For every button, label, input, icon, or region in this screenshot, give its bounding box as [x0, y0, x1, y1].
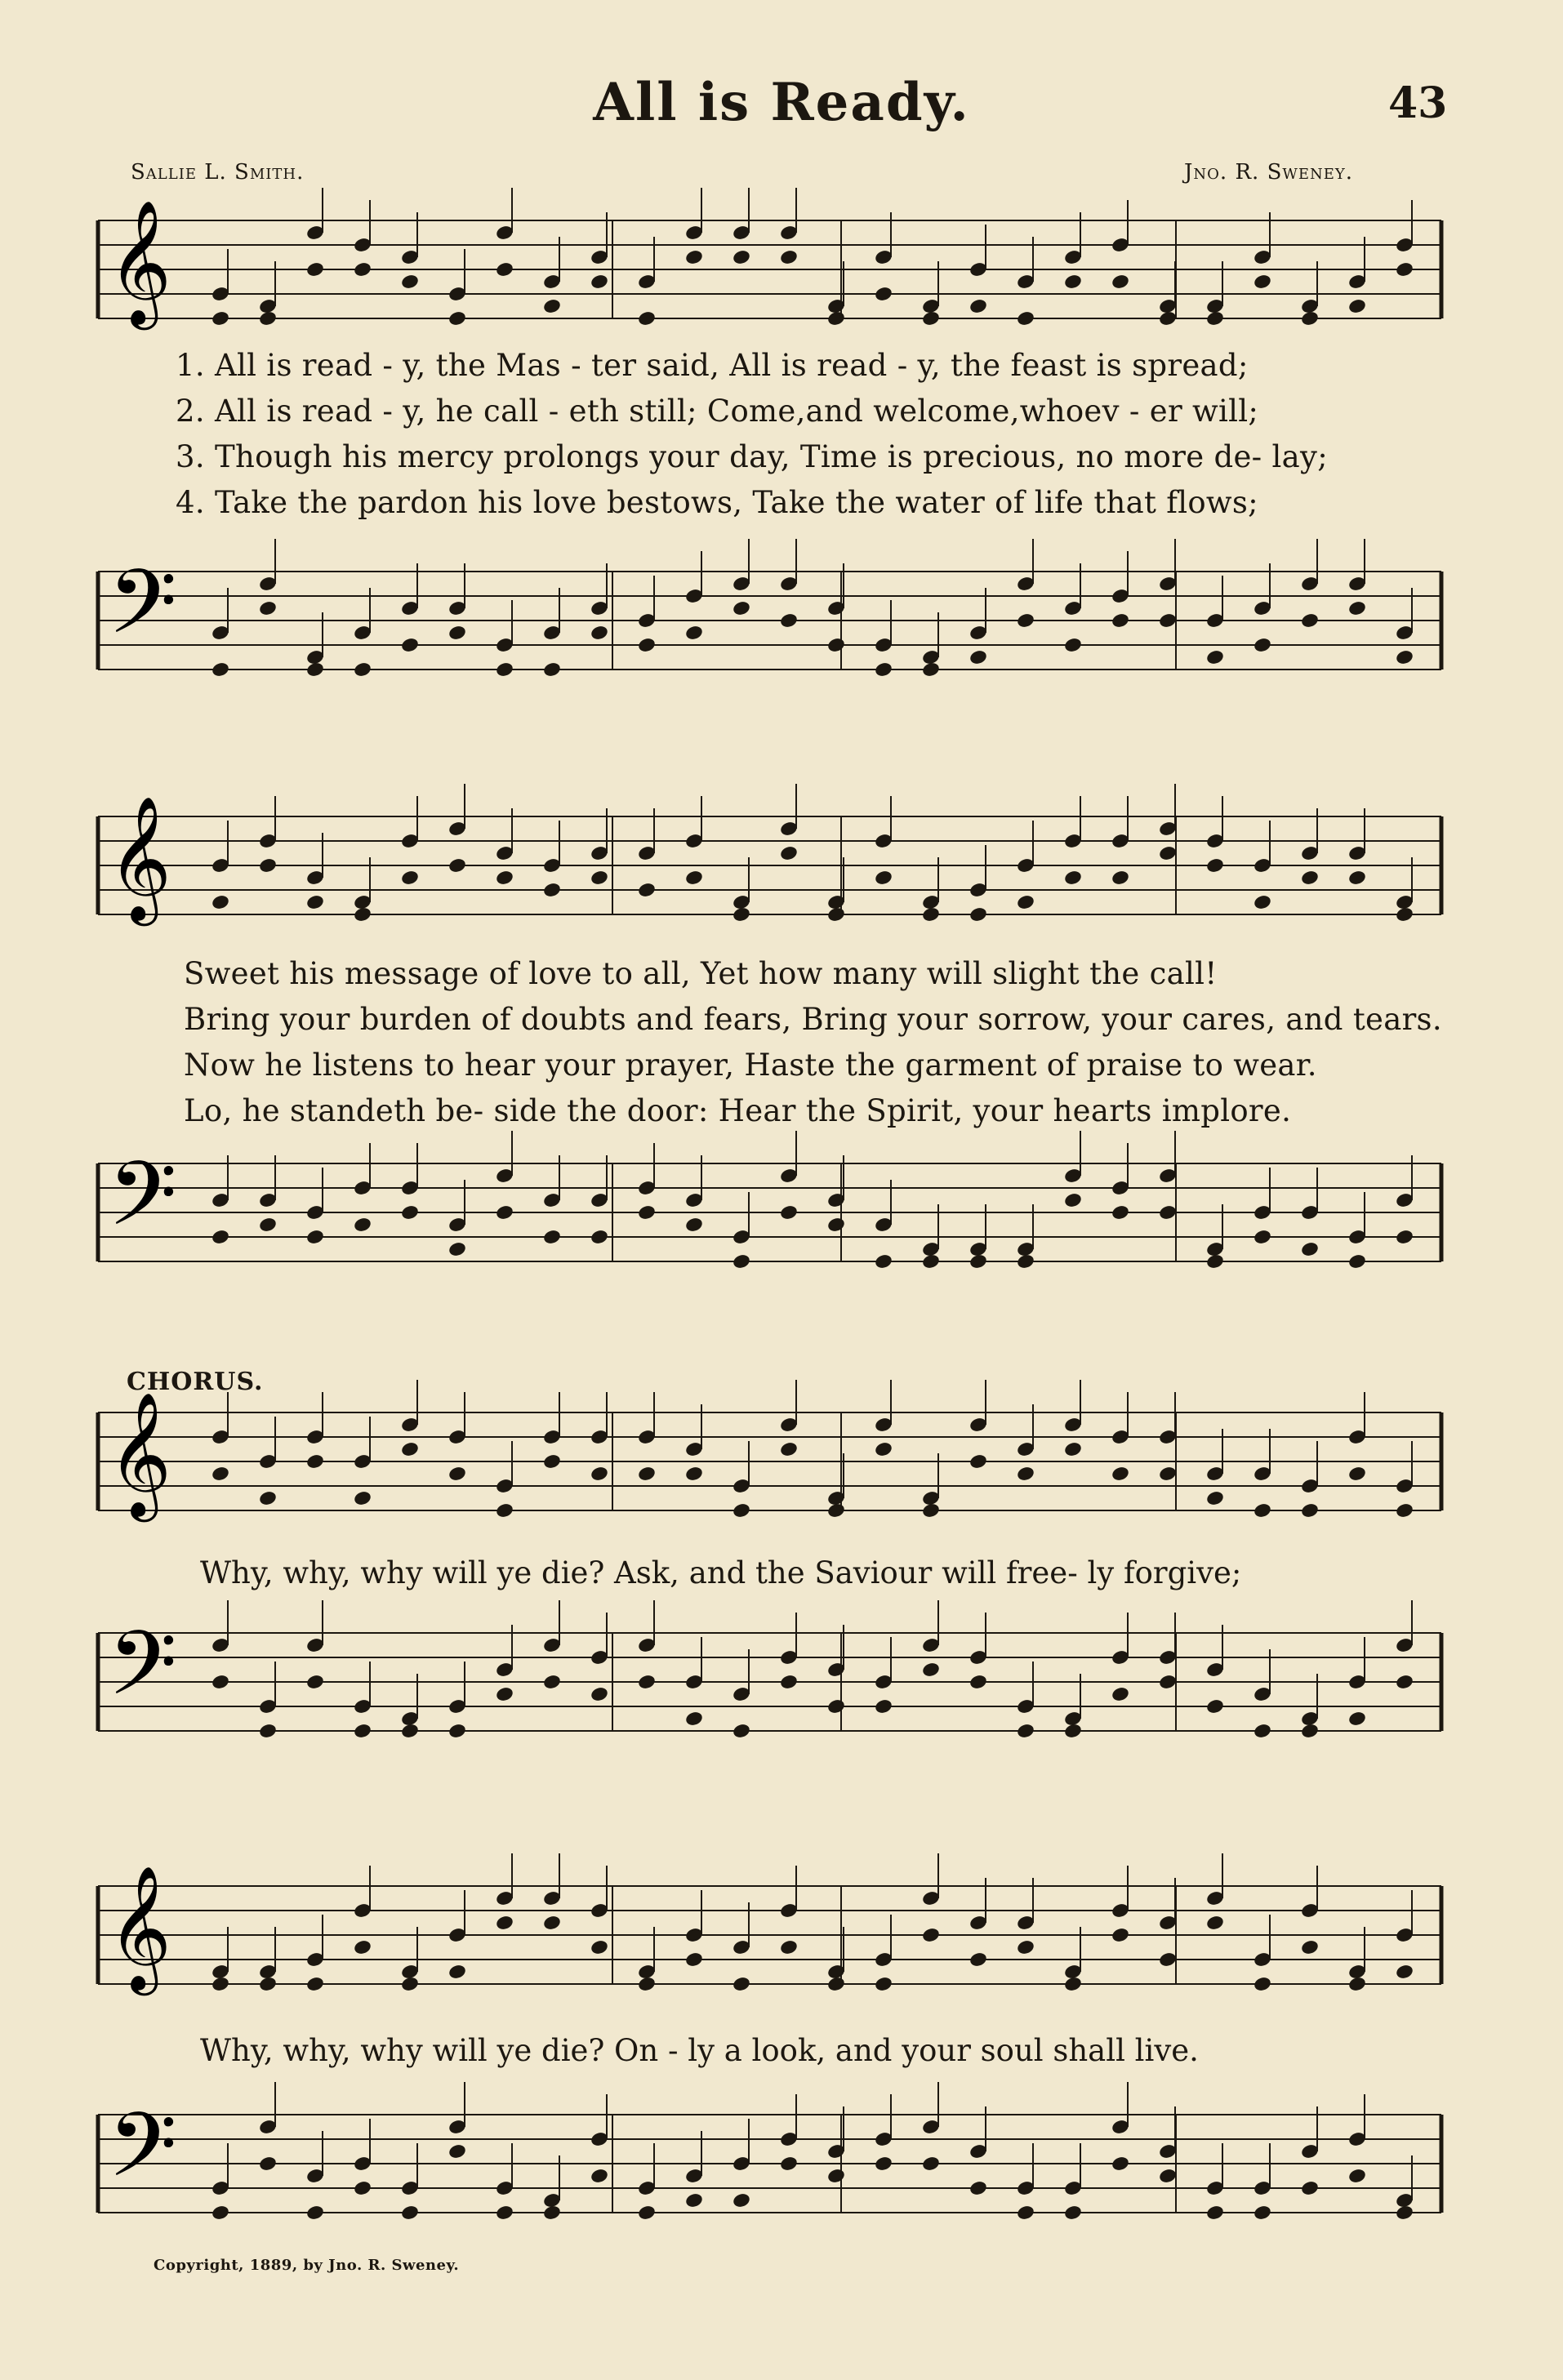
note-head — [1300, 1723, 1320, 1740]
note-head — [495, 1204, 514, 1221]
notes — [211, 1131, 1414, 1270]
note-head — [1158, 2168, 1178, 2185]
note-head — [1205, 1698, 1225, 1715]
note-head — [590, 1229, 609, 1246]
note-head — [1300, 2180, 1320, 2197]
lyricist-credit: Sallie L. Smith. — [131, 160, 305, 185]
note-head — [637, 637, 657, 654]
note-head — [1395, 649, 1414, 666]
note-head — [590, 625, 609, 642]
note-head — [1205, 1253, 1225, 1270]
note-head — [1395, 2204, 1414, 2222]
note-head — [921, 2155, 941, 2173]
note-head — [1063, 2204, 1083, 2222]
note-head — [684, 1710, 704, 1728]
note-head — [874, 1698, 893, 1715]
note-head — [1253, 637, 1272, 654]
note-head — [732, 1253, 751, 1270]
staff-lines — [98, 2115, 1441, 2213]
note-head — [1205, 2204, 1225, 2222]
note-head — [732, 1723, 751, 1740]
note-head — [732, 600, 751, 617]
note-head — [684, 625, 704, 642]
note-head — [1016, 612, 1035, 629]
note-head — [542, 1674, 562, 1691]
note-head — [1111, 1686, 1130, 1703]
note-head — [305, 661, 325, 678]
note-head — [211, 1674, 230, 1691]
verse-1-line-a: 1. All is read - y, the Mas - ter said, All is read - y, the feast is spread; — [176, 348, 1249, 383]
clef-icon: 𝄢 — [108, 1612, 177, 1737]
note-head — [590, 1686, 609, 1703]
note-head — [1111, 2155, 1130, 2173]
note-head — [542, 661, 562, 678]
staff-lines — [98, 1163, 1441, 1261]
note-head — [779, 1674, 799, 1691]
note-head — [1253, 1229, 1272, 1246]
clef-icon: 𝄢 — [108, 550, 177, 676]
chorus-line-2: Why, why, why will ye die? On - ly a look, and your soul shall live. — [200, 2033, 1199, 2068]
note-head — [1347, 600, 1367, 617]
note-head — [258, 600, 278, 617]
note-head — [1347, 1710, 1367, 1728]
note-head — [1063, 1723, 1083, 1740]
note-head — [969, 1674, 988, 1691]
note-head — [1395, 1229, 1414, 1246]
note-head — [542, 1229, 562, 1246]
staff-lines — [98, 572, 1441, 670]
note-head — [353, 661, 372, 678]
note-head — [637, 2204, 657, 2222]
note-head — [779, 2155, 799, 2173]
bass-staff-1 — [90, 220, 1449, 710]
note-head — [637, 1204, 657, 1221]
note-head — [921, 661, 941, 678]
notes — [211, 539, 1414, 678]
note-head — [874, 2155, 893, 2173]
verse-3-line-b: Now he listens to hear your prayer, Haste the garment of praise to wear. — [184, 1048, 1317, 1083]
note-head — [969, 649, 988, 666]
note-head — [211, 661, 230, 678]
note-head — [969, 1253, 988, 1270]
note-head — [874, 661, 893, 678]
note-head — [400, 1723, 420, 1740]
notes — [211, 2082, 1414, 2221]
note-head — [684, 2192, 704, 2209]
note-head — [448, 1241, 467, 1258]
clef-icon: 𝄞 — [108, 1391, 172, 1517]
note-head — [305, 1674, 325, 1691]
clef-icon: 𝄞 — [108, 795, 172, 921]
note-head — [400, 2204, 420, 2222]
note-head — [1016, 1253, 1035, 1270]
chorus-label: CHORUS. — [127, 1368, 264, 1396]
verse-3-line-a: 3. Though his mercy prolongs your day, Time is precious, no more de- lay; — [176, 439, 1329, 474]
verse-2-line-a: 2. All is read - y, he call - eth still; Come,and welcome,whoev - er will; — [176, 394, 1259, 429]
note-head — [826, 637, 846, 654]
note-head — [874, 1253, 893, 1270]
note-head — [400, 637, 420, 654]
note-head — [921, 1662, 941, 1679]
note-head — [590, 2168, 609, 2185]
note-head — [495, 2204, 514, 2222]
note-head — [1111, 1204, 1130, 1221]
note-head — [921, 1253, 941, 1270]
note-head — [1158, 1674, 1178, 1691]
bass-staff-2 — [90, 816, 1449, 1306]
copyright-notice: Copyright, 1889, by Jno. R. Sweney. — [154, 2257, 460, 2274]
verse-1-line-b: Sweet his message of love to all, Yet how many will slight the call! — [184, 956, 1218, 991]
note-head — [1253, 1723, 1272, 1740]
note-head — [353, 1723, 372, 1740]
note-head — [1300, 1241, 1320, 1258]
note-head — [305, 2204, 325, 2222]
note-head — [684, 1217, 704, 1234]
note-head — [1300, 612, 1320, 629]
note-head — [1205, 649, 1225, 666]
note-head — [779, 612, 799, 629]
note-head — [969, 2180, 988, 2197]
note-head — [1016, 2204, 1035, 2222]
note-head — [826, 1217, 846, 1234]
note-head — [1347, 1253, 1367, 1270]
note-head — [258, 1723, 278, 1740]
note-head — [353, 2180, 372, 2197]
note-head — [448, 1723, 467, 1740]
note-head — [779, 1204, 799, 1221]
note-head — [495, 1686, 514, 1703]
clef-icon: 𝄢 — [108, 1142, 177, 1268]
note-head — [211, 2204, 230, 2222]
verse-4-line-a: 4. Take the pardon his love bestows, Take the water of life that flows; — [176, 485, 1258, 520]
clef-icon: 𝄞 — [108, 199, 172, 325]
composer-credit: Jno. R. Sweney. — [1184, 160, 1354, 185]
note-head — [1395, 1674, 1414, 1691]
note-head — [211, 1229, 230, 1246]
note-head — [1347, 2168, 1367, 2185]
staff-lines — [98, 1633, 1441, 1731]
note-head — [258, 2155, 278, 2173]
verse-2-line-b: Bring your burden of doubts and fears, Bring your sorrow, your cares, and tears. — [184, 1002, 1442, 1037]
notes — [211, 1600, 1414, 1739]
note-head — [448, 2143, 467, 2160]
clef-icon: 𝄞 — [108, 1865, 172, 1991]
note-head — [1158, 1204, 1178, 1221]
hymn-title: All is Ready. — [593, 72, 970, 133]
note-head — [1016, 1723, 1035, 1740]
note-head — [637, 1674, 657, 1691]
note-head — [305, 1229, 325, 1246]
verse-4-line-b: Lo, he standeth be- side the door: Hear the Spirit, your hearts implore. — [184, 1093, 1292, 1128]
note-head — [542, 2204, 562, 2222]
chorus-line-1: Why, why, why will ye die? Ask, and the Saviour will free- ly forgive; — [200, 1555, 1242, 1590]
note-head — [495, 661, 514, 678]
note-head — [826, 1698, 846, 1715]
note-head — [826, 2168, 846, 2185]
clef-icon: 𝄢 — [108, 2093, 177, 2219]
note-head — [448, 625, 467, 642]
note-head — [1111, 612, 1130, 629]
note-head — [1158, 612, 1178, 629]
note-head — [1063, 1192, 1083, 1209]
note-head — [732, 2192, 751, 2209]
note-head — [1063, 637, 1083, 654]
note-head — [1253, 2204, 1272, 2222]
note-head — [353, 1217, 372, 1234]
note-head — [400, 1204, 420, 1221]
page-number: 43 — [1388, 78, 1448, 128]
note-head — [258, 1217, 278, 1234]
